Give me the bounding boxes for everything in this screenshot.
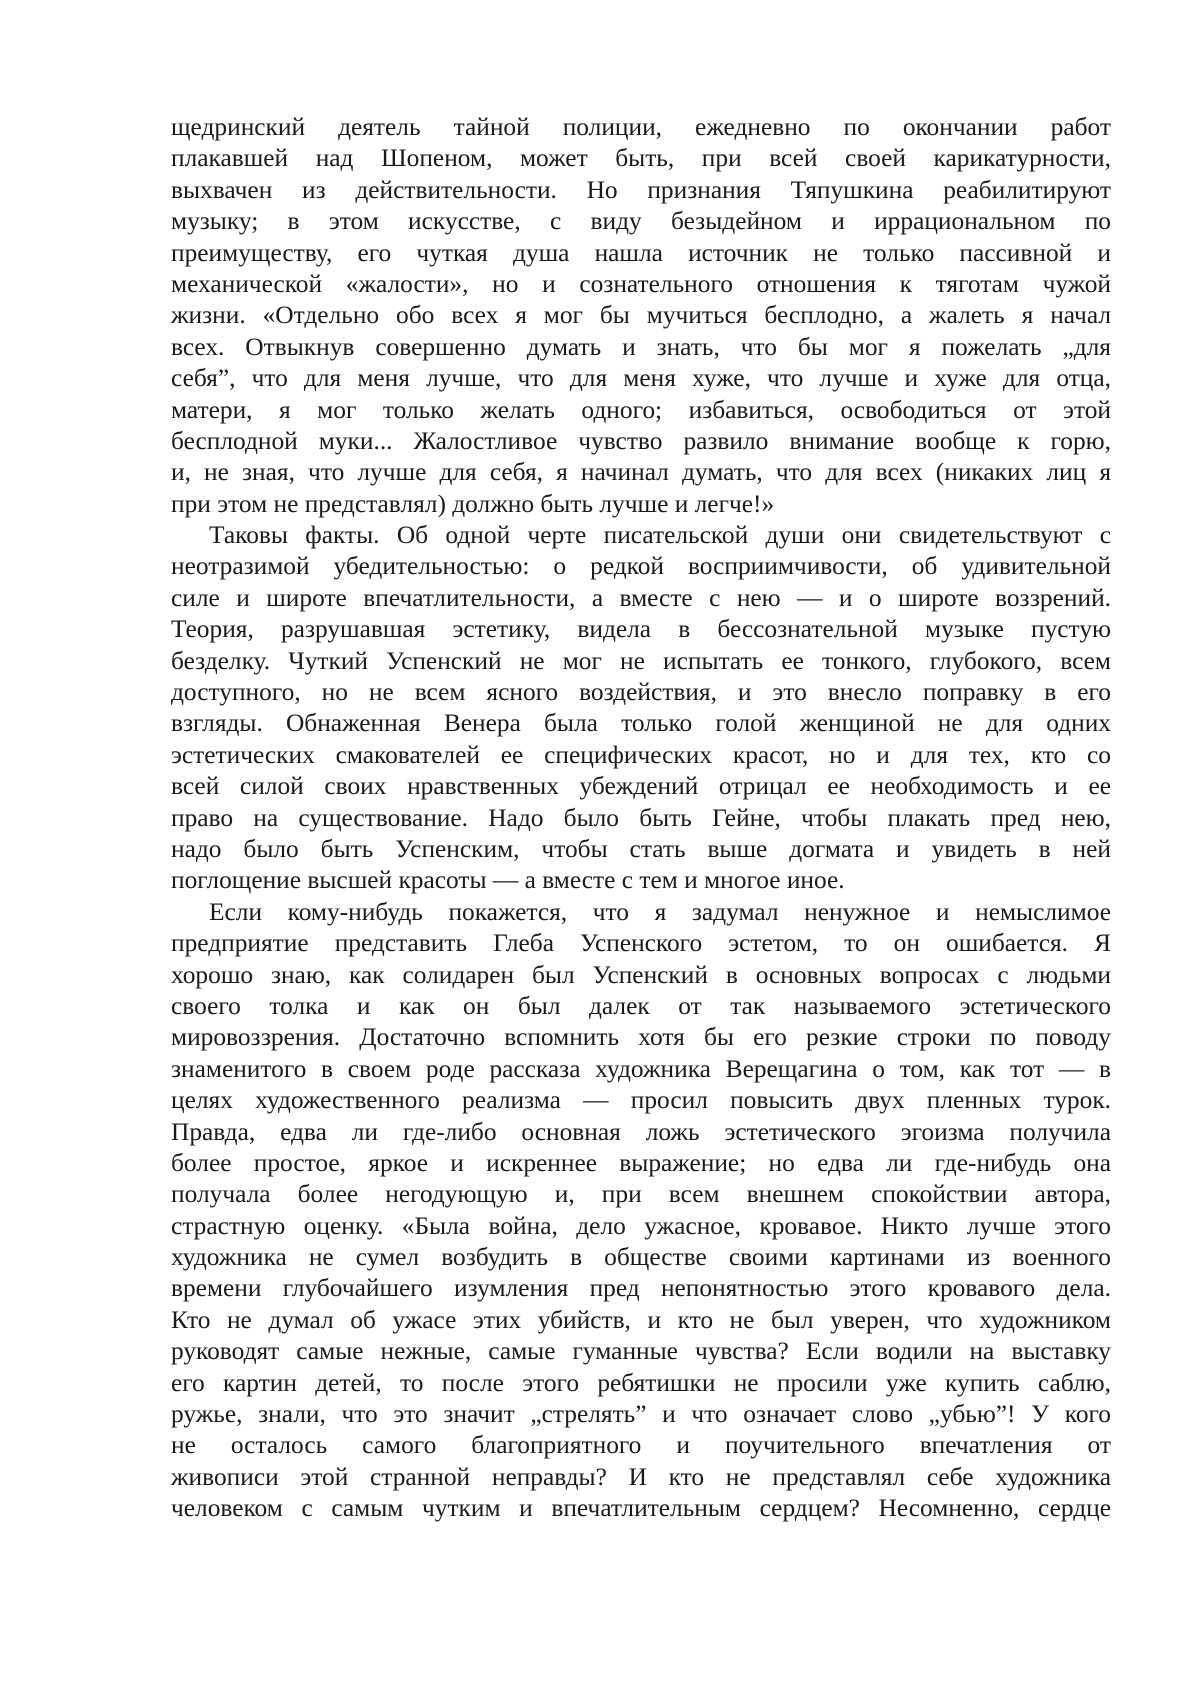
text-line: хорошо знаю, как солидарен был Успенский в основных вопросах с людьми (171, 960, 1111, 989)
text-line: доступного, но не всем ясного воздействия, и это внесло поправку в его (171, 678, 1111, 707)
text-line: выхвачен из действительности. Но признания Тяпушкина реабилитируют (171, 175, 1111, 204)
text-line: всей силой своих нравственных убеждений отрицал ее необходимость и ее (171, 772, 1111, 801)
text-line: времени глубочайшего изумления пред непонятностью этого кровавого дела. (171, 1274, 1111, 1303)
text-line: поглощение высшей красоты — а вместе с тем и многое иное. (171, 866, 845, 895)
text-line: матери, я мог только желать одного; избавиться, освободиться от этой (171, 395, 1111, 424)
text-line: человеком с самым чутким и впечатлительным сердцем? Несомненно, сердце (171, 1494, 1111, 1523)
paragraph-1 (171, 112, 1111, 520)
text-line: музыку; в этом искусстве, с виду безыдейном и иррациональном по (171, 207, 1111, 236)
text-line: более простое, яркое и искреннее выражение; но едва ли где-нибудь она (171, 1148, 1111, 1177)
text-line: себя”, что для меня лучше, что для меня хуже, что лучше и хуже для отца, (171, 364, 1111, 393)
text-line: при этом не представлял) должно быть лучше и легче!» (171, 489, 775, 518)
text-line: страстную оценку. «Была война, дело ужасное, кровавое. Никто лучше этого (171, 1211, 1111, 1240)
text-line: и, не зная, что лучше для себя, я начинал думать, что для всех (никаких лиц я (171, 458, 1111, 487)
text-body (171, 112, 1111, 1525)
text-line: знаменитого в своем роде рассказа художника Верещагина о том, как тот — в (171, 1054, 1111, 1083)
text-line: неотразимой убедительностью: о редкой восприимчивости, об удивительной (171, 552, 1111, 581)
text-line: не осталось самого благоприятного и поучительного впечатления от (171, 1431, 1111, 1460)
text-line: Если кому-нибудь покажется, что я задумал ненужное и немыслимое (209, 897, 1111, 926)
text-line: механической «жалости», но и сознательного отношения к тяготам чужой (171, 269, 1111, 298)
text-line: всех. Отвыкнув совершенно думать и знать, что бы мог я пожелать „для (171, 332, 1111, 361)
text-line: мировоззрения. Достаточно вспомнить хотя бы его резкие строки по поводу (171, 1023, 1111, 1052)
text-line: Теория, разрушавшая эстетику, видела в бессознательной музыке пустую (171, 615, 1111, 644)
text-line: щедринский деятель тайной полиции, ежедневно по окончании работ (171, 113, 1111, 141)
text-line: предприятие представить Глеба Успенского эстетом, то он ошибается. Я (171, 929, 1111, 958)
text-line: получала более негодующую и, при всем внешнем спокойствии автора, (171, 1180, 1111, 1209)
text-line: преимуществу, его чуткая душа нашла источник не только пассивной и (171, 238, 1111, 267)
text-line: плакавшей над Шопеном, может быть, при всей своей карикатурности, (171, 144, 1111, 173)
text-line: Кто не думал об ужасе этих убийств, и кто не был уверен, что художником (171, 1305, 1111, 1334)
text-line: целях художественного реализма — просил повысить двух пленных турок. (171, 1086, 1111, 1115)
text-line: Правда, едва ли где-либо основная ложь эстетического эгоизма получила (171, 1117, 1111, 1146)
text-line: жизни. «Отдельно обо всех я мог бы мучиться бесплодно, а жалеть я начал (171, 301, 1111, 330)
text-line: Таковы факты. Об одной черте писательской души они свидетельствуют с (209, 521, 1111, 550)
text-line: бесплодной муки... Жалостливое чувство развило внимание вообще к горю, (171, 426, 1111, 455)
text-line: своего толка и как он был далек от так называемого эстетического (171, 991, 1111, 1020)
text-line: ружье, знали, что это значит „стрелять” и что означает слово „убью”! У кого (171, 1400, 1111, 1429)
text-line: силе и широте впечатлительности, а вместе с нею — и о широте воззрений. (171, 583, 1111, 612)
paragraph-3 (171, 897, 1111, 1525)
text-line: надо было быть Успенским, чтобы стать выше догмата и увидеть в ней (171, 834, 1111, 863)
text-line: взгляды. Обнаженная Венера была только голой женщиной не для одних (171, 709, 1111, 738)
text-line: руководят самые нежные, самые гуманные чувства? Если водили на выставку (171, 1337, 1111, 1366)
text-line: живописи этой странной неправды? И кто не представлял себе художника (171, 1462, 1111, 1491)
text-line: право на существование. Надо было быть Гейне, чтобы плакать пред нею, (171, 803, 1111, 832)
text-line: художника не сумел возбудить в обществе своими картинами из военного (171, 1243, 1111, 1272)
text-line: его картин детей, то после этого ребятишки не просили уже купить саблю, (171, 1368, 1111, 1397)
text-line: эстетических смакователей ее специфических красот, но и для тех, кто со (171, 740, 1111, 769)
text-line: безделку. Чуткий Успенский не мог не испытать ее тонкого, глубокого, всем (171, 646, 1111, 675)
paragraph-2 (171, 520, 1111, 897)
